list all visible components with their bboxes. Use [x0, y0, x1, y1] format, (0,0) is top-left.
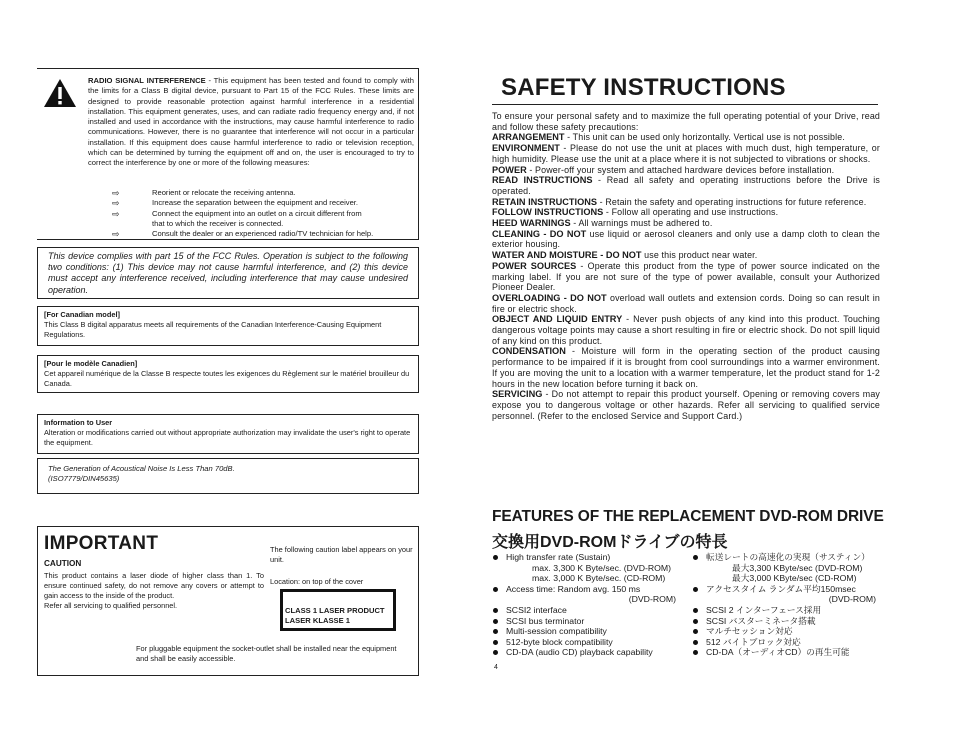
feature-subitem: max. 3,300 K Byte/sec. (DVD-ROM) — [532, 562, 672, 573]
bullet-icon — [693, 650, 698, 655]
bullet-icon — [493, 619, 498, 624]
features-list-en — [492, 552, 682, 658]
safety-item: ENVIRONMENT - Please do not use the unit at places with much dust, high temperature, or high humidity. Please use the unit at a place where it is not subjected to vibrations or shocks. — [492, 143, 880, 164]
noise-text: The Generation of Acoustical Noise Is Less Than 70dB. (ISO7779/DIN45635) — [48, 464, 235, 483]
canadian-text: This Class B digital apparatus meets all requirements of the Canadian Interference-Causing Equipment Regulations. — [44, 320, 382, 339]
fcc-text: This device complies with part 15 of the FCC Rules. Operation is subject to the following two conditions: (1) This device may not cause harmful interference, and (2) this device must accept any interference received, including interference that may cause undesired operation. — [48, 251, 408, 295]
safety-item: RETAIN INSTRUCTIONS - Retain the safety and operating instructions for future reference. — [492, 196, 867, 207]
feature-item: CD-DA (audio CD) playback capability — [492, 647, 682, 658]
feature-subitem-jp: 最大3,000 KByte/sec (CD-ROM) — [732, 573, 857, 584]
safety-item: FOLLOW INSTRUCTIONS - Follow all operating and use instructions. — [492, 207, 779, 218]
info-user-text: Alteration or modifications carried out without appropriate authorization may invalidate the user's right to operate the equipment. — [44, 428, 411, 447]
caution-text: This product contains a laser diode of higher class than 1. To ensure continued safety, do not remove any covers or attempt to gain access to the inside of the product. Refer all servicing to qualified personnel. — [44, 571, 264, 610]
safety-item: SERVICING - Do not attempt to repair this product yourself. Opening or removing covers may expose you to dangerous voltage or other hazards. Refer all servicing to qualified service personnel. (Refer to the enclosed Service and Support Card.) — [492, 389, 880, 421]
safety-item: CLEANING - DO NOT use liquid or aerosol cleaners and only use a damp cloth to clean the exterior housing. — [492, 228, 880, 250]
bullet-icon — [493, 650, 498, 655]
safety-instructions-title: SAFETY INSTRUCTIONS — [501, 74, 786, 101]
bullet-icon — [493, 629, 498, 634]
bullet-icon — [693, 587, 698, 592]
feature-item-jp: CD-DA（オーディオCD）の再生可能 — [692, 647, 882, 658]
safety-item: READ INSTRUCTIONS - Read all safety and operating instructions before the Drive is operated. — [492, 175, 880, 196]
feature-item: SCSI bus terminator — [492, 616, 682, 627]
bullet-icon — [693, 608, 698, 613]
safety-item: POWER - Power-off your system and attached hardware devices before installation. — [492, 164, 835, 175]
features-title-jp: 交換用DVD-ROMドライブの特長 — [492, 534, 728, 551]
measures-list — [98, 188, 418, 239]
bullet-icon — [493, 608, 498, 613]
arrow-icon: ⇨ — [112, 198, 120, 209]
feature-item-jp: SCSI 2 インターフェース採用 — [692, 605, 882, 616]
safety-item: OVERLOADING - DO NOT overload wall outlets and extension cords. Doing so can result in fire or electric shock. — [492, 292, 881, 314]
bullet-icon — [693, 640, 698, 645]
safety-item: ARRANGEMENT - This unit can be used only horizontally. Vertical use is not possible. — [492, 132, 845, 143]
warning-icon — [43, 78, 77, 108]
feature-item-jp: 512 バイトブロック対応 — [692, 637, 882, 648]
radio-heading: RADIO SIGNAL INTERFERENCE — [88, 76, 206, 85]
canadian-model-fr-box — [37, 355, 419, 393]
arrow-icon: ⇨ — [112, 188, 120, 198]
measure-item: ⇨ Reorient or relocate the receiving antenna. — [112, 188, 296, 198]
page-number: 4 — [494, 664, 498, 671]
important-title: IMPORTANT — [44, 533, 159, 554]
safety-intro: To ensure your personal safety and to maximize the full operating potential of your Drive, read and follow these safety precautions: — [492, 111, 880, 132]
measure-item: ⇨ Consult the dealer or an experienced radio/TV technician for help. — [112, 229, 374, 240]
canadian-model-box — [37, 306, 419, 346]
feature-item-jp: マルチセッション対応 — [692, 626, 882, 637]
safety-item: HEED WARNINGS - All warnings must be adhered to. — [492, 218, 713, 229]
canadian-fr-heading: [Pour le modèle Canadien] — [44, 359, 138, 368]
bullet-icon — [693, 619, 698, 624]
canadian-heading: [For Canadian model] — [44, 310, 120, 319]
title-rule — [492, 104, 878, 105]
info-user-heading: Information to User — [44, 418, 113, 427]
canadian-fr-text: Cet appareil numérique de la Classe B respecte toutes les exigences du Règlement sur le matériel brouilleur du Canada. — [44, 369, 410, 388]
feature-subitem-jp: (DVD-ROM) — [828, 594, 876, 605]
feature-item: Access time: Random avg. 150 ms — [492, 584, 682, 595]
safety-item: CONDENSATION - Moisture will form in the operating section of the product causing performance to be impaired if it is brought from cool surroundings into a warmer environment. If you are moving the unit to a location with a warmer temperature, let the product stand for 1-2 hours in the new location before turning it back on. — [492, 346, 880, 389]
feature-item: Multi-session compatibility — [492, 626, 682, 637]
feature-item-jp: SCSI バスターミネータ搭載 — [692, 616, 882, 627]
pluggable-equipment-note: For pluggable equipment the socket-outlet shall be installed near the equipment and shall be easily accessible. — [136, 644, 397, 663]
feature-subitem-jp: 最大3,300 KByte/sec (DVD-ROM) — [732, 562, 863, 573]
label-location-text: Location: on top of the cover — [270, 577, 364, 586]
bullet-icon — [493, 587, 498, 592]
feature-item: SCSI2 interface — [492, 605, 682, 616]
arrow-icon: ⇨ — [112, 208, 120, 219]
bullet-icon — [693, 555, 698, 560]
features-title: FEATURES OF THE REPLACEMENT DVD-ROM DRIVE — [492, 508, 884, 525]
safety-item: WATER AND MOISTURE - DO NOT use this product near water. — [492, 250, 758, 261]
caution-heading: CAUTION — [44, 559, 82, 568]
radio-body: - This equipment has been tested and found to comply with the limits for a Class B digital device, pursuant to Part 15 of the FCC Rules. These limits are designed to provide reasonable protection against harmful interference in a residential installation. This equipment generates, uses, and can radiate radio frequency energy and, if not installed and used in accordance with the instructions, may cause harmful interference to radio communications. However, there is no guarantee that interference will not occur in a particular installation. If this equipment does cause harmful interference to radio or television reception, which can be determined by turning the equipment off and on, the user is encouraged to try to correct the interference by one or more of the following measures: — [88, 76, 415, 168]
measure-item: ⇨ Increase the separation between the equipment and receiver. — [112, 198, 359, 209]
features-list-jp — [692, 552, 882, 658]
safety-instructions-body — [492, 111, 880, 421]
feature-subitem: (DVD-ROM) — [628, 594, 676, 605]
label-intro-text: The following caution label appears on your unit. — [270, 545, 413, 564]
laser-caution-label: CLASS 1 LASER PRODUCT LASER KLASSE 1 — [280, 589, 396, 631]
feature-item-jp: アクセスタイム ランダム平均150msec — [692, 584, 882, 595]
bullet-icon — [493, 640, 498, 645]
feature-item-jp: 転送レートの高速化の実現（サスティン） — [692, 552, 882, 563]
radio-interference-text — [88, 76, 414, 169]
noise-notice-box — [37, 458, 419, 494]
fcc-compliance-box — [37, 247, 419, 299]
bullet-icon — [693, 629, 698, 634]
safety-item: POWER SOURCES - Operate this product from the type of power source indicated on the marking label. If you are not sure of the type of power available, consult your Authorized Pioneer Dealer. — [492, 260, 880, 293]
arrow-icon: ⇨ — [112, 229, 120, 240]
measure-item: ⇨ Connect the equipment into an outlet on a circuit different from that to which the receiver is connected. — [112, 208, 362, 228]
information-to-user-box — [37, 414, 419, 454]
feature-subitem: max. 3,000 K Byte/sec. (CD-ROM) — [532, 573, 666, 584]
feature-item: 512-byte block compatibility — [492, 637, 682, 648]
feature-item: High transfer rate (Sustain) — [492, 552, 682, 563]
bullet-icon — [493, 555, 498, 560]
safety-item: OBJECT AND LIQUID ENTRY - Never push objects of any kind into this product. Touching dangerous voltage points may cause a short resulting in fire or electric shock. Do not spill liquid of any kind on this product. — [492, 314, 881, 346]
